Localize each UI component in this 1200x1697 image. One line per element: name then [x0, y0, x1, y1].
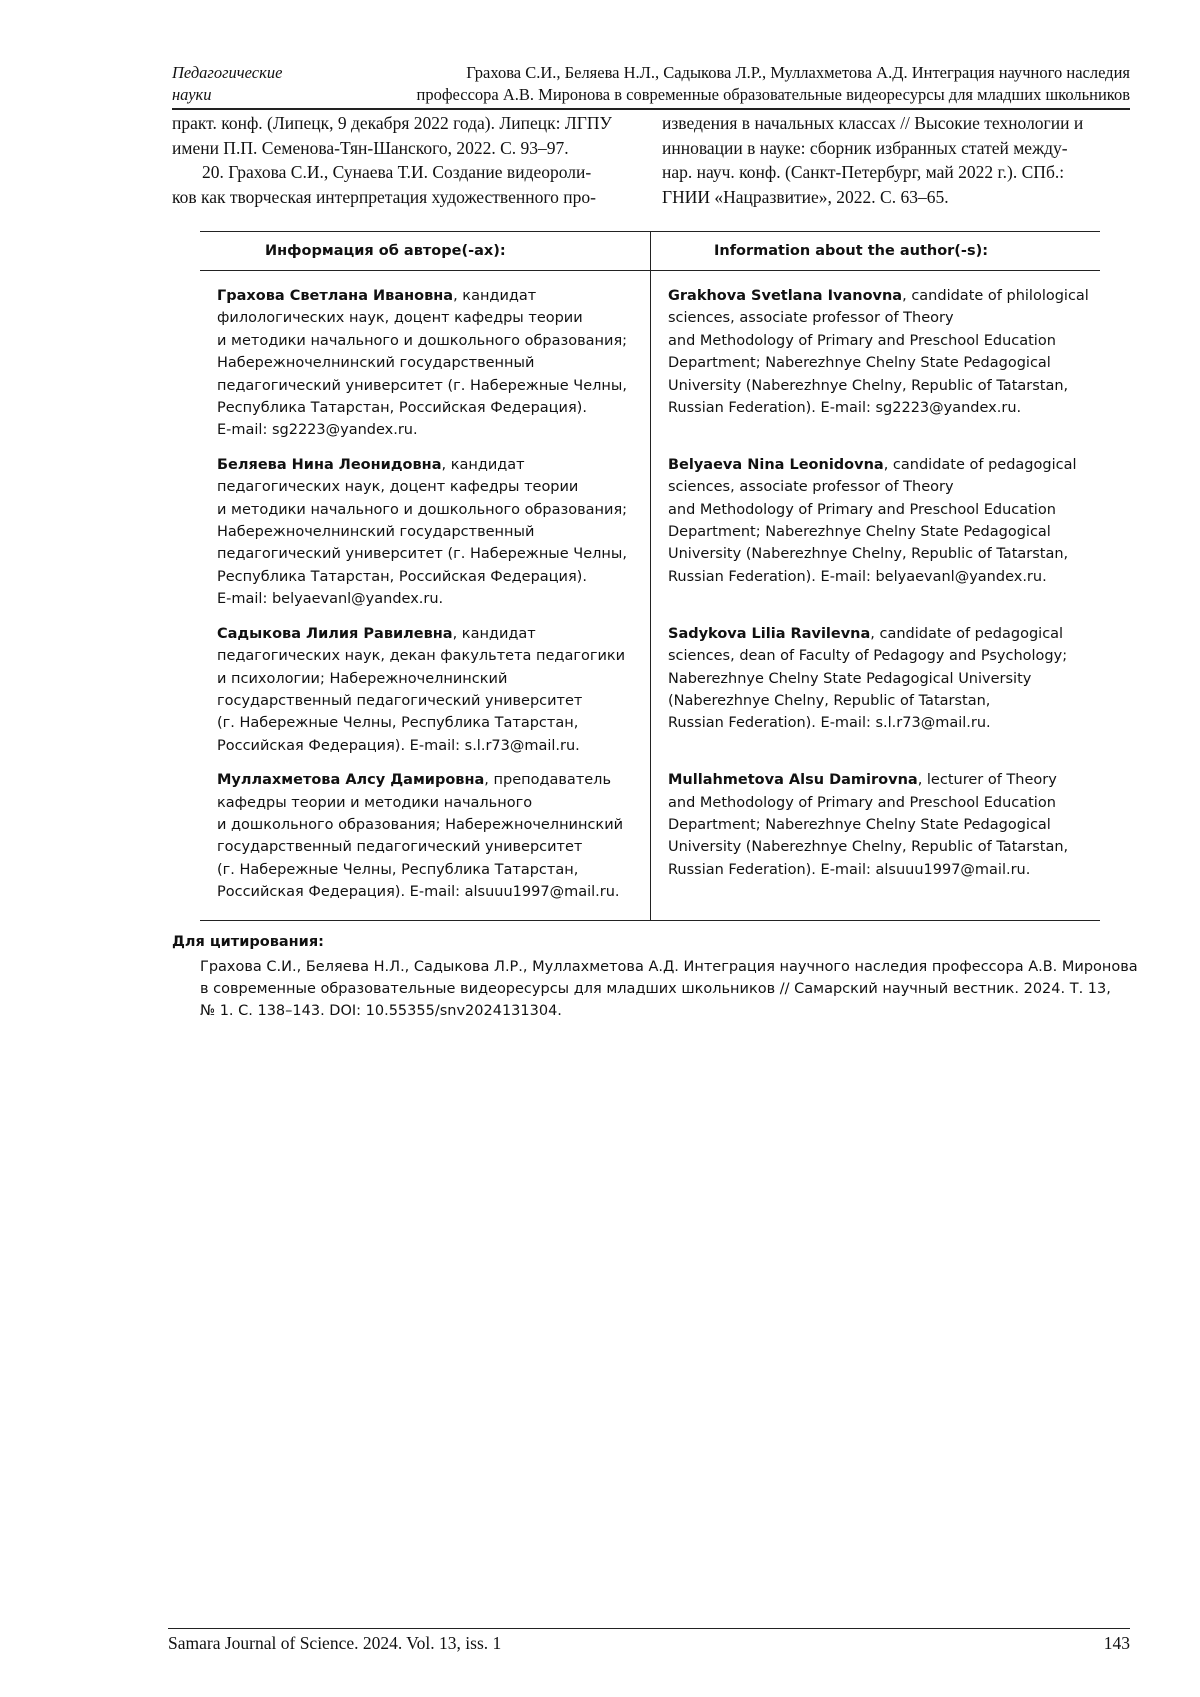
citation-line: в современные образовательные видеоресурсы для младших школьников // Самарский научный вестник. 2024. Т. 13, [200, 978, 1130, 1000]
author-name-en: Mullahmetova Alsu Damirovna [668, 772, 918, 788]
author-name-ru: Беляева Нина Леонидовна [217, 457, 441, 473]
author-text: and Methodology of Primary and Preschool Education [668, 330, 1100, 352]
citation-line: № 1. С. 138–143. DOI: 10.55355/snv2024131304. [200, 1000, 1130, 1022]
author-text: University (Naberezhnye Chelny, Republic of Tatarstan, [668, 543, 1100, 565]
header-ru: Информация об авторе(-ах): [200, 232, 651, 271]
author-text: Department; Naberezhnye Chelny State Pedagogical [668, 814, 1100, 836]
citation-heading: Для цитирования: [172, 934, 324, 950]
author-text: and Methodology of Primary and Preschool Education [668, 499, 1100, 521]
author-email: Russian Federation). E-mail: alsuuu1997@mail.ru. [668, 859, 1100, 881]
author-text: и дошкольного образования; Набережночелнинский [217, 814, 640, 836]
author-email: Russian Federation). E-mail: s.l.r73@mail.ru. [668, 712, 1100, 734]
header-en: Information about the author(-s): [651, 232, 1101, 271]
reference-line: нар. науч. конф. (Санкт-Петербург, май 2022 г.). СПб.: [662, 160, 1130, 185]
table-header-row [200, 232, 1100, 271]
author-en-cell [651, 769, 1101, 920]
citation-line: Грахова С.И., Беляева Н.Л., Садыкова Л.Р., Муллахметова А.Д. Интеграция научного наследия профессора А.В. Миронова [200, 956, 1130, 978]
author-email: E-mail: belyaevanl@yandex.ru. [217, 588, 640, 610]
author-text: филологических наук, доцент кафедры теории [217, 307, 640, 329]
references-right-column [662, 111, 1130, 209]
page-number: 143 [1104, 1633, 1130, 1654]
author-text: , кандидат [453, 626, 536, 642]
reference-20-cont [172, 185, 636, 210]
author-row [200, 454, 1100, 623]
author-text: и методики начального и дошкольного образования; [217, 499, 640, 521]
author-email: Российская Федерация). E-mail: s.l.r73@mail.ru. [217, 735, 640, 757]
author-text: , candidate of philological [902, 288, 1089, 304]
running-title-line: профессора А.В. Миронова в современные образовательные видеоресурсы для младших школьников [330, 84, 1130, 106]
reference-20-continuation [662, 111, 1130, 209]
running-header [172, 62, 1130, 110]
author-text: (г. Набережные Челны, Республика Татарстан, [217, 712, 640, 734]
author-row [200, 623, 1100, 769]
reference-line: изведения в начальных классах // Высокие технологии и [662, 111, 1130, 136]
author-email: E-mail: sg2223@yandex.ru. [217, 419, 640, 441]
author-text: педагогический университет (г. Набережные Челны, [217, 375, 640, 397]
author-text: государственный педагогический университет [217, 836, 640, 858]
reference-line: 20. Грахова С.И., Сунаева Т.И. Создание видеороли- [172, 160, 636, 185]
author-text: , кандидат [441, 457, 524, 473]
author-ru-cell [200, 623, 651, 769]
author-en-cell [651, 623, 1101, 769]
section-label: Педагогические науки [172, 62, 322, 106]
author-text: sciences, dean of Faculty of Pedagogy and Psychology; [668, 645, 1100, 667]
author-text: кафедры теории и методики начального [217, 792, 640, 814]
author-name-en: Grakhova Svetlana Ivanovna [668, 288, 902, 304]
journal-name: Samara Journal of Science. 2024. Vol. 13, iss. 1 [168, 1633, 501, 1654]
author-text: и методики начального и дошкольного образования; [217, 330, 640, 352]
author-info-table [200, 231, 1100, 921]
reference-line: инновации в науке: сборник избранных статей между- [662, 136, 1130, 161]
author-ru-cell [200, 769, 651, 920]
author-text: Набережночелнинский государственный [217, 521, 640, 543]
author-ru-cell [200, 271, 651, 454]
author-name-en: Sadykova Lilia Ravilevna [668, 626, 870, 642]
reference-line: имени П.П. Семенова-Тян-Шанского, 2022. С. 93–97. [172, 136, 636, 161]
author-text: University (Naberezhnye Chelny, Republic of Tatarstan, [668, 836, 1100, 858]
author-text: и психологии; Набережночелнинский [217, 668, 640, 690]
author-text: педагогических наук, доцент кафедры теории [217, 476, 640, 498]
author-text: Department; Naberezhnye Chelny State Pedagogical [668, 352, 1100, 374]
reference-20 [172, 160, 636, 185]
author-text: Department; Naberezhnye Chelny State Pedagogical [668, 521, 1100, 543]
author-text: Республика Татарстан, Российская Федерация). [217, 397, 640, 419]
author-name-ru: Грахова Светлана Ивановна [217, 288, 453, 304]
reference-line: ков как творческая интерпретация художественного про- [172, 185, 636, 210]
author-row [200, 271, 1100, 454]
author-text: (г. Набережные Челны, Республика Татарстан, [217, 859, 640, 881]
author-ru-cell [200, 454, 651, 623]
author-name-ru: Муллахметова Алсу Дамировна [217, 772, 484, 788]
citation-text [200, 956, 1130, 1022]
author-email: Российская Федерация). E-mail: alsuuu1997@mail.ru. [217, 881, 640, 903]
author-en-cell [651, 271, 1101, 454]
running-title [330, 62, 1130, 106]
author-text: and Methodology of Primary and Preschool Education [668, 792, 1100, 814]
author-row [200, 769, 1100, 920]
author-name-ru: Садыкова Лилия Равилевна [217, 626, 453, 642]
reference-continuation [172, 111, 636, 160]
page-footer [168, 1628, 1130, 1633]
reference-line: практ. конф. (Липецк, 9 декабря 2022 года). Липецк: ЛГПУ [172, 111, 636, 136]
author-text: педагогический университет (г. Набережные Челны, [217, 543, 640, 565]
running-title-line: Грахова С.И., Беляева Н.Л., Садыкова Л.Р., Муллахметова А.Д. Интеграция научного наследия [330, 62, 1130, 84]
author-text: , кандидат [453, 288, 536, 304]
author-text: Набережночелнинский государственный [217, 352, 640, 374]
references-left-column [172, 111, 636, 209]
author-text: , candidate of pedagogical [870, 626, 1063, 642]
author-name-en: Belyaeva Nina Leonidovna [668, 457, 884, 473]
author-text: (Naberezhnye Chelny, Republic of Tatarstan, [668, 690, 1100, 712]
author-text: , преподаватель [484, 772, 611, 788]
author-email: Russian Federation). E-mail: belyaevanl@yandex.ru. [668, 566, 1100, 588]
reference-line: ГНИИ «Нацразвитие», 2022. С. 63–65. [662, 185, 1130, 210]
author-email: Russian Federation). E-mail: sg2223@yandex.ru. [668, 397, 1100, 419]
author-text: , lecturer of Theory [918, 772, 1057, 788]
author-text: Республика Татарстан, Российская Федерация). [217, 566, 640, 588]
author-text: University (Naberezhnye Chelny, Republic of Tatarstan, [668, 375, 1100, 397]
author-text: , candidate of pedagogical [884, 457, 1077, 473]
author-text: педагогических наук, декан факультета педагогики [217, 645, 640, 667]
author-text: sciences, associate professor of Theory [668, 476, 1100, 498]
author-text: государственный педагогический университет [217, 690, 640, 712]
author-text: sciences, associate professor of Theory [668, 307, 1100, 329]
author-en-cell [651, 454, 1101, 623]
author-text: Naberezhnye Chelny State Pedagogical University [668, 668, 1100, 690]
